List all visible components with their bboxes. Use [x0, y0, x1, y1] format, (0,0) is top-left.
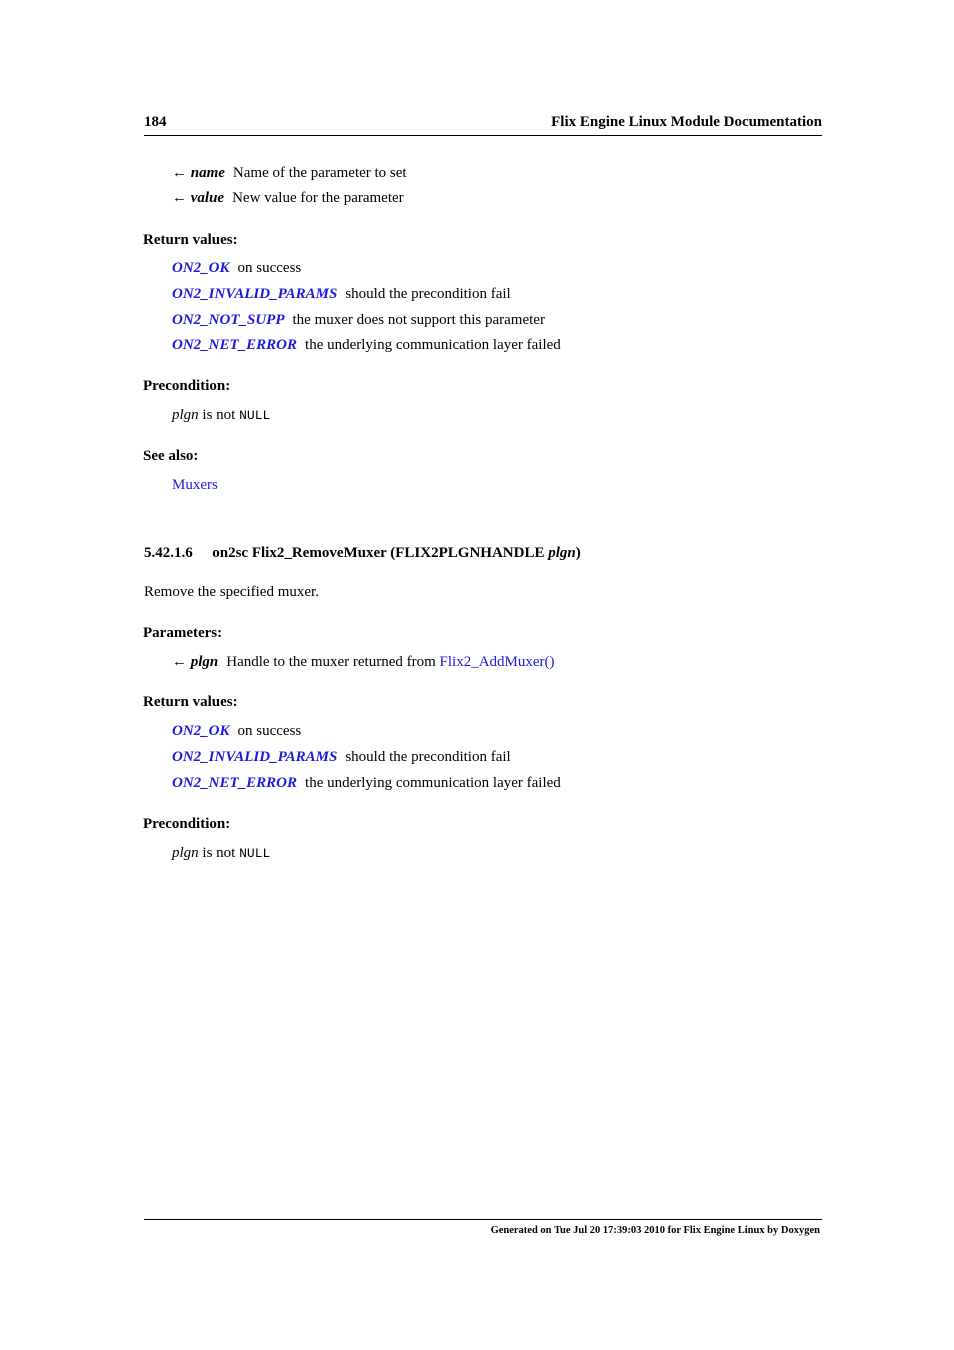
muxers-link[interactable]: Muxers: [172, 477, 218, 493]
section-number: 5.42.1.6: [144, 545, 193, 561]
precondition-label: Precondition:: [143, 378, 231, 394]
retval-link-on2-ok[interactable]: ON2_OK: [172, 723, 230, 739]
param-row-value: [172, 190, 404, 207]
retval-row: [172, 312, 545, 329]
section-signature: on2sc Flix2_RemoveMuxer (FLIX2PLGNHANDLE: [212, 545, 545, 561]
retval-desc: should the precondition fail: [345, 749, 511, 765]
parameters-label: Parameters:: [143, 625, 223, 641]
precondition-phrase: is not: [202, 407, 236, 423]
retval-link-on2-ok[interactable]: ON2_OK: [172, 260, 230, 276]
section-description: Remove the specified muxer.: [144, 584, 319, 600]
arrow-left-icon: ←: [172, 165, 187, 181]
return-values-label: Return values:: [143, 232, 238, 248]
precondition-text: [172, 845, 270, 862]
precondition-var: plgn: [172, 407, 199, 423]
param-name: name: [190, 165, 225, 181]
retval-link-on2-net-error[interactable]: ON2_NET_ERROR: [172, 775, 298, 791]
footer-rule: [144, 1219, 822, 1220]
retval-row: [172, 286, 511, 303]
retval-desc: should the precondition fail: [345, 286, 511, 302]
arrow-left-icon: ←: [172, 654, 187, 670]
retval-link-on2-invalid-params[interactable]: ON2_INVALID_PARAMS: [172, 749, 338, 765]
arrow-left-icon: ←: [172, 190, 187, 206]
retval-desc: the muxer does not support this parameter: [292, 312, 545, 328]
retval-desc: on success: [237, 260, 302, 276]
param-desc: New value for the parameter: [232, 190, 404, 206]
retval-link-on2-net-error[interactable]: ON2_NET_ERROR: [172, 337, 298, 353]
param-row-plgn: [172, 654, 555, 671]
retval-row: [172, 749, 511, 766]
retval-link-on2-invalid-params[interactable]: ON2_INVALID_PARAMS: [172, 286, 338, 302]
retval-row: [172, 337, 561, 354]
retval-desc: the underlying communication layer failed: [305, 775, 561, 791]
precondition-code: NULL: [239, 846, 271, 861]
precondition-code: NULL: [239, 408, 271, 423]
footer-text: Generated on Tue Jul 20 17:39:03 2010 for Flix Engine Linux by Doxygen: [490, 1225, 820, 1236]
retval-row: [172, 775, 561, 792]
retval-desc: the underlying communication layer failed: [305, 337, 561, 353]
return-values-label: Return values:: [143, 694, 238, 710]
running-title: Flix Engine Linux Module Documentation: [551, 114, 822, 130]
param-desc: Name of the parameter to set: [232, 165, 407, 181]
retval-row: [172, 260, 301, 277]
param-desc: Handle to the muxer returned from: [226, 654, 436, 670]
retval-link-on2-not-supp[interactable]: ON2_NOT_SUPP: [172, 312, 285, 328]
param-name: value: [190, 190, 225, 206]
header-rule: [144, 135, 822, 136]
precondition-text: [172, 407, 270, 424]
section-heading: [144, 545, 581, 562]
flix2-addmuxer-link[interactable]: Flix2_AddMuxer(): [439, 654, 555, 670]
retval-row: [172, 723, 301, 740]
see-also-label: See also:: [143, 448, 199, 464]
param-name: plgn: [190, 654, 219, 670]
precondition-phrase: is not: [202, 845, 236, 861]
section-close: ): [575, 545, 581, 561]
page-number: 184: [144, 114, 167, 130]
retval-desc: on success: [237, 723, 302, 739]
precondition-label: Precondition:: [143, 816, 231, 832]
section-param: plgn: [548, 545, 576, 561]
param-row-name: [172, 165, 407, 182]
precondition-var: plgn: [172, 845, 199, 861]
